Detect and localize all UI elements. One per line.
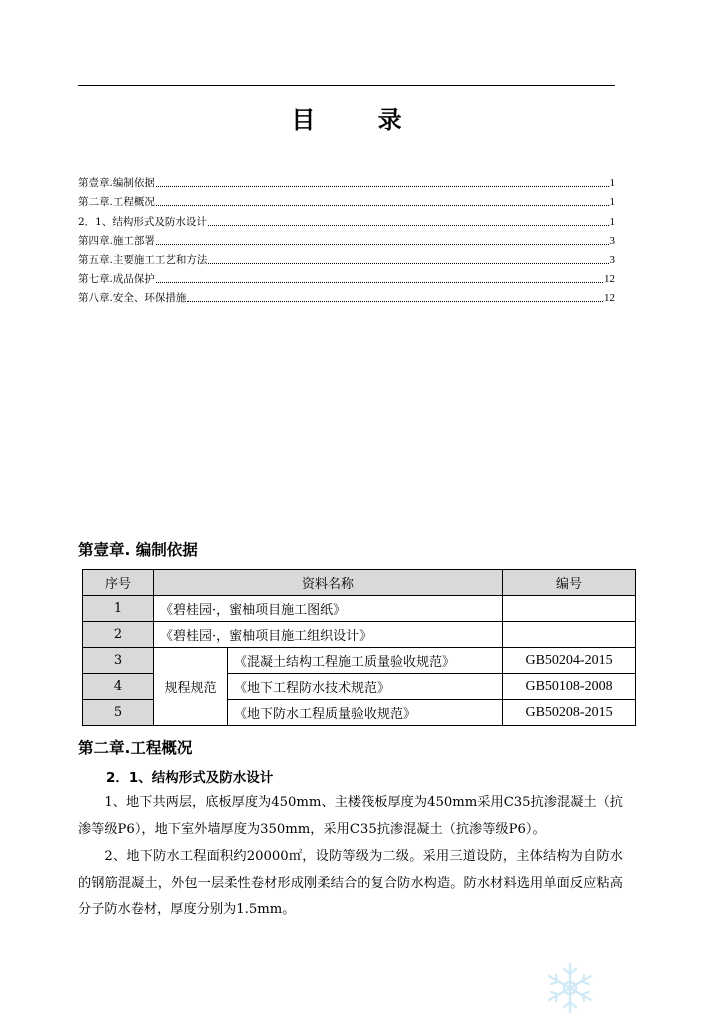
row-code [503, 622, 636, 648]
row-no: 4 [83, 674, 154, 700]
header-rule [78, 85, 615, 86]
toc-entry[interactable] [78, 267, 615, 286]
toc-entry-label: 第五章.主要施工工艺和方法 [78, 253, 208, 266]
toc-entry-label: 第壹章.编制依据 [78, 177, 155, 190]
header-name: 资料名称 [154, 570, 503, 596]
toc-entry[interactable] [78, 171, 615, 190]
section-heading: 2．1、结构形式及防水设计 [106, 770, 274, 786]
toc-entry[interactable] [78, 209, 615, 228]
toc-entry[interactable] [78, 229, 615, 248]
table-row [83, 596, 636, 622]
row-code [503, 596, 636, 622]
toc-entry-page: 1 [609, 215, 615, 228]
row-name: 《混凝土结构工程施工质量验收规范》 [228, 648, 503, 674]
toc-entry-page: 1 [609, 177, 615, 190]
toc-entry[interactable] [78, 286, 615, 305]
paragraph: 1、地下共两层，底板厚度为450mm、主楼筏板厚度为450mm采用C35抗渗混凝土（抗渗等级P6），地下室外墙厚度为350mm，采用C35抗渗混凝土（抗渗等级P6）。 [78, 795, 623, 837]
table-row [83, 648, 636, 674]
toc-leader-dots [156, 243, 609, 245]
toc-title: 目 录 [291, 106, 402, 134]
row-code: GB50208-2015 [503, 700, 636, 726]
row-name: 《碧桂园·，蜜柚项目施工图纸》 [154, 596, 503, 622]
row-code: GB50204-2015 [503, 648, 636, 674]
row-code: GB50108-2008 [503, 674, 636, 700]
toc-leader-dots [208, 262, 608, 264]
row-no: 3 [83, 648, 154, 674]
row-no: 5 [83, 700, 154, 726]
row-no: 2 [83, 622, 154, 648]
toc-leader-dots [156, 185, 609, 187]
table-header-row [83, 570, 636, 596]
header-code: 编号 [503, 570, 636, 596]
toc-entry-label: 第四章.施工部署 [78, 234, 155, 247]
row-no: 1 [83, 596, 154, 622]
toc-leader-dots [156, 204, 609, 206]
paragraph: 2、地下防水工程面积约20000㎡，设防等级为二级。采用三道设防，主体结构为自防水的钢筋混凝土，外包一层柔性卷材形成刚柔结合的复合防水构造。防水材料选用单面反应粘高分子防水卷材，厚度分别为1.5mm。 [78, 849, 623, 917]
toc-entry[interactable] [78, 248, 615, 267]
group-label: 规程规范 [154, 648, 228, 726]
toc-entry-label: 第二章.工程概况 [78, 196, 155, 209]
row-name: 《碧桂园·，蜜柚项目施工组织设计》 [154, 622, 503, 648]
toc-entry-label: 第八章.安全、环保措施 [78, 292, 187, 305]
toc-leader-dots [156, 281, 603, 283]
toc-entry-page: 12 [604, 292, 615, 305]
reference-table [82, 569, 636, 726]
row-name: 《地下防水工程质量验收规范》 [228, 700, 503, 726]
chapter2-heading: 第二章.工程概况 [78, 739, 193, 757]
header-no: 序号 [83, 570, 154, 596]
toc-entry-page: 3 [609, 253, 615, 266]
table-row [83, 622, 636, 648]
toc-entry-page: 12 [604, 273, 615, 286]
toc-leader-dots [208, 224, 609, 226]
toc-leader-dots [187, 300, 603, 302]
row-name: 《地下工程防水技术规范》 [228, 674, 503, 700]
chapter1-heading: 第壹章. 编制依据 [78, 541, 198, 559]
toc-entry-label: 第七章.成品保护 [78, 273, 155, 286]
toc-entry-page: 3 [609, 234, 615, 247]
snowflake-watermark-icon [542, 960, 598, 1016]
toc-entry-label: 2．1、结构形式及防水设计 [78, 215, 207, 228]
table-of-contents [78, 171, 615, 305]
toc-entry[interactable] [78, 190, 615, 209]
toc-entry-page: 1 [609, 196, 615, 209]
